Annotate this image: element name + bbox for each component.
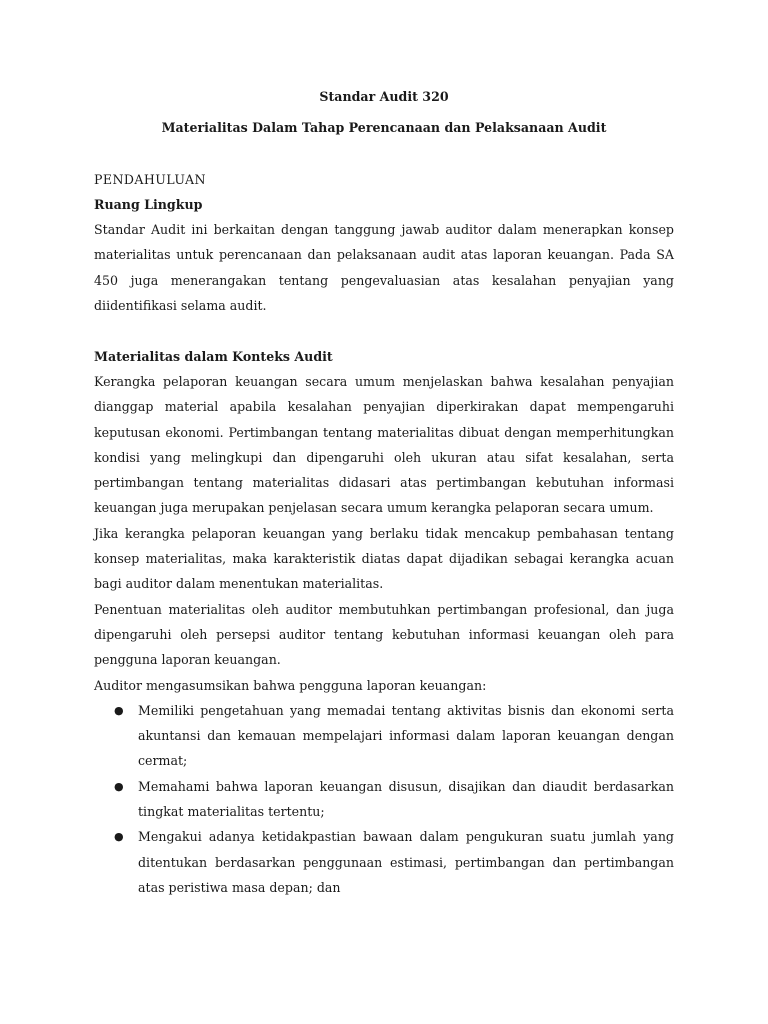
- assumption-list: [94, 698, 674, 900]
- document-body: [94, 84, 674, 900]
- list-item-text: Memahami bahwa laporan keuangan disusun, disajikan dan diaudit berdasarkan tingkat materialitas tertentu;: [138, 778, 674, 820]
- list-item: [94, 824, 674, 900]
- bullet-icon: ●: [114, 703, 124, 717]
- document-subtitle: Materialitas Dalam Tahap Perencanaan dan Pelaksanaan Audit: [161, 120, 607, 136]
- paragraph-materialitas-3: Penentuan materialitas oleh auditor membutuhkan pertimbangan profesional, dan juga dipengaruhi oleh persepsi auditor tentang kebutuhan informasi keuangan oleh para pengguna laporan keuangan.: [94, 601, 674, 668]
- spacer: [94, 141, 674, 167]
- spacer: [94, 318, 674, 343]
- bullet-icon: ●: [114, 779, 124, 793]
- list-item-text: Mengakui adanya ketidakpastian bawaan dalam pengukuran suatu jumlah yang ditentukan berdasarkan penggunaan estimasi, pertimbangan dan pertimbangan atas peristiwa masa depan; dan: [138, 829, 674, 895]
- subsection-heading-ruang-lingkup: Ruang Lingkup: [94, 196, 203, 212]
- section-heading-pendahuluan: PENDAHULUAN: [94, 171, 206, 187]
- paragraph-ruang-lingkup: Standar Audit ini berkaitan dengan tanggung jawab auditor dalam menerapkan konsep materialitas untuk perencanaan dan pelaksanaan audit atas laporan keuangan. Pada SA 450 juga menerangakan tentang pengevaluasian atas kesalahan penyajian yang diidentifikasi selama audit.: [94, 222, 674, 314]
- list-item: [94, 774, 674, 825]
- document-title: Standar Audit 320: [319, 89, 449, 104]
- list-item: [94, 698, 674, 774]
- list-item-text: Memiliki pengetahuan yang memadai tentang aktivitas bisnis dan ekonomi serta akuntansi dan kemauan mempelajari informasi dalam laporan keuangan dengan cermat;: [138, 702, 674, 769]
- paragraph-materialitas-4: Auditor mengasumsikan bahwa pengguna laporan keuangan:: [94, 677, 487, 693]
- paragraph-materialitas-1: Kerangka pelaporan keuangan secara umum menjelaskan bahwa kesalahan penyajian dianggap material apabila kesalahan penyajian diperkirakan dapat mempengaruhi keputusan ekonomi. Pertimbangan tentang materialitas dibuat dengan memperhitungkan kondisi yang melingkupi dan dipengaruhi oleh ukuran atau sifat kesalahan, serta pertimbangan tentang materialitas didasari atas pertimbangan kebutuhan informasi keuangan juga merupakan penjelasan secara umum kerangka pelaporan secara umum.: [94, 373, 674, 516]
- subsection-heading-materialitas: Materialitas dalam Konteks Audit: [94, 348, 333, 364]
- paragraph-materialitas-2: Jika kerangka pelaporan keuangan yang berlaku tidak mencakup pembahasan tentang konsep materialitas, maka karakteristik diatas dapat dijadikan sebagai kerangka acuan bagi auditor dalam menentukan materialitas.: [94, 525, 674, 592]
- bullet-icon: ●: [114, 830, 124, 844]
